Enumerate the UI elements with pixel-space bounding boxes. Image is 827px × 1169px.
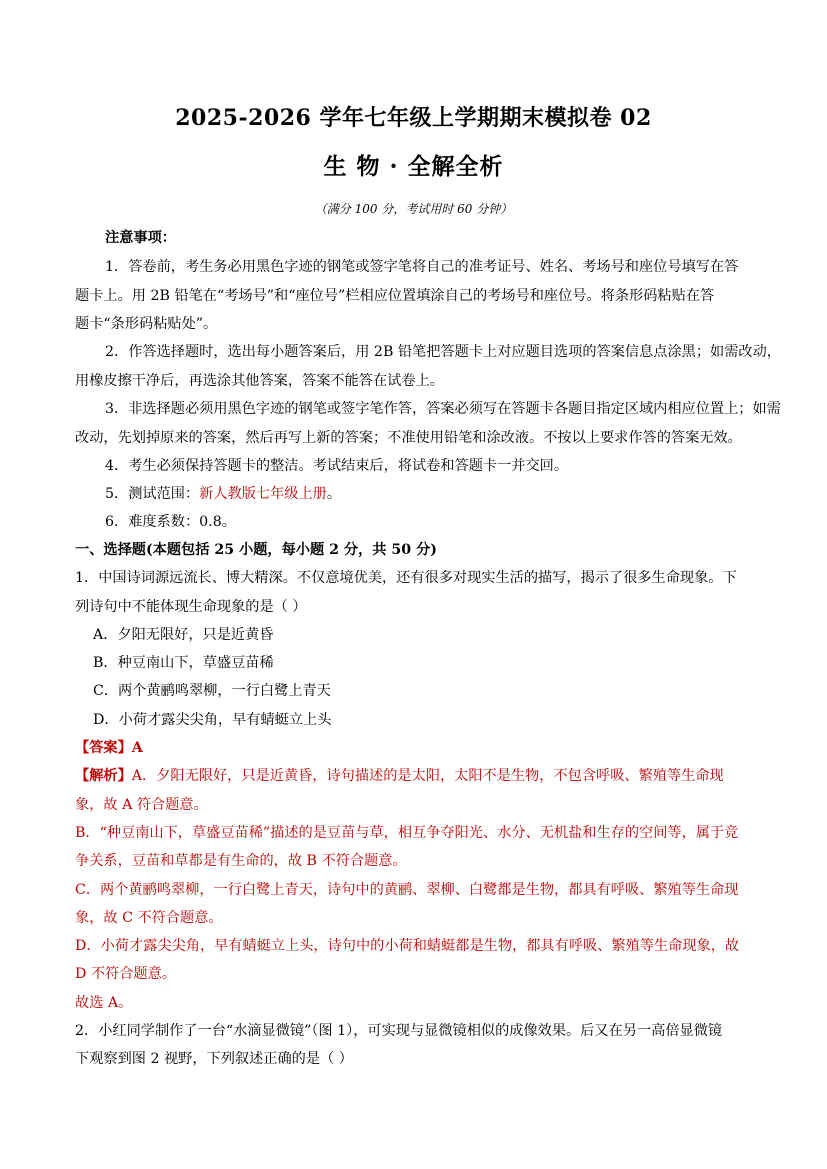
q2-stem-line-1: 2．小红同学制作了一台“水滴显微镜”（图 1），可实现与显微镜相似的成像效果。后又在另一高倍显微镜 xyxy=(75,1023,723,1039)
q1-analysis-line-4: 争关系，豆苗和草都是有生命的，故 B 不符合题意。 xyxy=(75,853,407,869)
q1-stem-line-2: 列诗句中不能体现生命现象的是（ ） xyxy=(75,599,307,615)
section-1-heading: 一、选择题(本题包括 25 小题，每小题 2 分，共 50 分) xyxy=(75,542,437,558)
q1-analysis-line-6: 象，故 C 不符合题意。 xyxy=(75,910,223,926)
q1-answer xyxy=(75,738,143,758)
q1-analysis-line-7: D．小荷才露尖尖角，早有蜻蜓立上头，诗句中的小荷和蜻蜓都是生物，都具有呼吸、繁殖等生命现象，故 xyxy=(75,938,740,954)
q1-analysis-line-5: C．两个黄鹂鸣翠柳，一行白鹭上青天，诗句中的黄鹂、翠柳、白鹭都是生物，都具有呼吸、繁殖等生命现 xyxy=(75,882,739,898)
note-5 xyxy=(105,484,341,504)
score-note: （满分 100 分，考试用时 60 分钟） xyxy=(314,202,513,216)
q1-stem-line-1: 1．中国诗词源远流长、博大精深。不仅意境优美，还有很多对现实生活的描写，揭示了很多生命现象。下 xyxy=(75,570,737,586)
note-1-line-2: 题卡上。用 2B 铅笔在“考场号”和“座位号”栏相应位置填涂自己的考场号和座位号。将条形码粘贴在答 xyxy=(75,288,715,304)
q1-option-b: B．种豆南山下，草盛豆苗稀 xyxy=(93,655,274,671)
q1-analysis-line-1 xyxy=(75,766,724,786)
notes-heading: 注意事项： xyxy=(105,230,176,246)
q1-analysis-line-8: D 不符合题意。 xyxy=(75,966,177,982)
q1-option-d: D．小荷才露尖尖角，早有蜻蜓立上头 xyxy=(93,712,332,728)
note-3-line-1: 3．非选择题必须用黑色字迹的钢笔或签字笔作答，答案必须写在答题卡各题目指定区域内相应位置上；如需 xyxy=(105,401,781,417)
q1-analysis-line-3: B．“种豆南山下，草盛豆苗稀”描述的是豆苗与草，相互争夺阳光、水分、无机盐和生存的空间等，属于竞 xyxy=(75,825,739,841)
q1-option-c: C．两个黄鹂鸣翠柳，一行白鹭上青天 xyxy=(93,683,331,699)
q1-analysis-line-2: 象，故 A 符合题意。 xyxy=(75,797,208,813)
note-5-suffix: 。 xyxy=(326,486,342,502)
note-5-prefix: 5．测试范围： xyxy=(105,486,200,502)
exam-title: 2025-2026 学年七年级上学期期末模拟卷 02 xyxy=(175,105,652,131)
q1-conclusion: 故选 A。 xyxy=(75,995,133,1011)
test-scope: 新人教版七年级上册 xyxy=(199,486,327,502)
note-2-line-1: 2．作答选择题时，选出每小题答案后，用 2B 铅笔把答题卡上对应题目选项的答案信息点涂黑；如需改动， xyxy=(105,344,781,360)
analysis-label: 【解析】 xyxy=(75,768,132,784)
q2-stem-line-2: 下观察到图 2 视野，下列叙述正确的是（ ） xyxy=(75,1051,353,1067)
analysis-text-1: A．夕阳无限好，只是近黄昏，诗句描述的是太阳，太阳不是生物，不包含呼吸、繁殖等生命现 xyxy=(131,768,724,784)
note-4: 4．考生必须保持答题卡的整洁。考试结束后，将试卷和答题卡一并交回。 xyxy=(105,458,569,474)
note-6: 6．难度系数：0.8。 xyxy=(105,514,236,530)
note-2-line-2: 用橡皮擦干净后，再选涂其他答案，答案不能答在试卷上。 xyxy=(75,373,444,389)
exam-subtitle: 生 物 · 全解全析 xyxy=(323,153,504,180)
note-3-line-2: 改动，先划掉原来的答案，然后再写上新的答案；不准使用铅笔和涂改液。不按以上要求作答的答案无效。 xyxy=(75,430,742,446)
note-1-line-3: 题卡“条形码粘贴处”。 xyxy=(75,316,218,332)
q1-option-a: A．夕阳无限好，只是近黄昏 xyxy=(93,627,274,643)
answer-label: 【答案】 xyxy=(75,740,132,756)
note-1-line-1: 1．答卷前，考生务必用黑色字迹的钢笔或签字笔将自己的准考证号、姓名、考场号和座位号填写在答 xyxy=(105,259,739,275)
answer-value: A xyxy=(131,740,143,756)
